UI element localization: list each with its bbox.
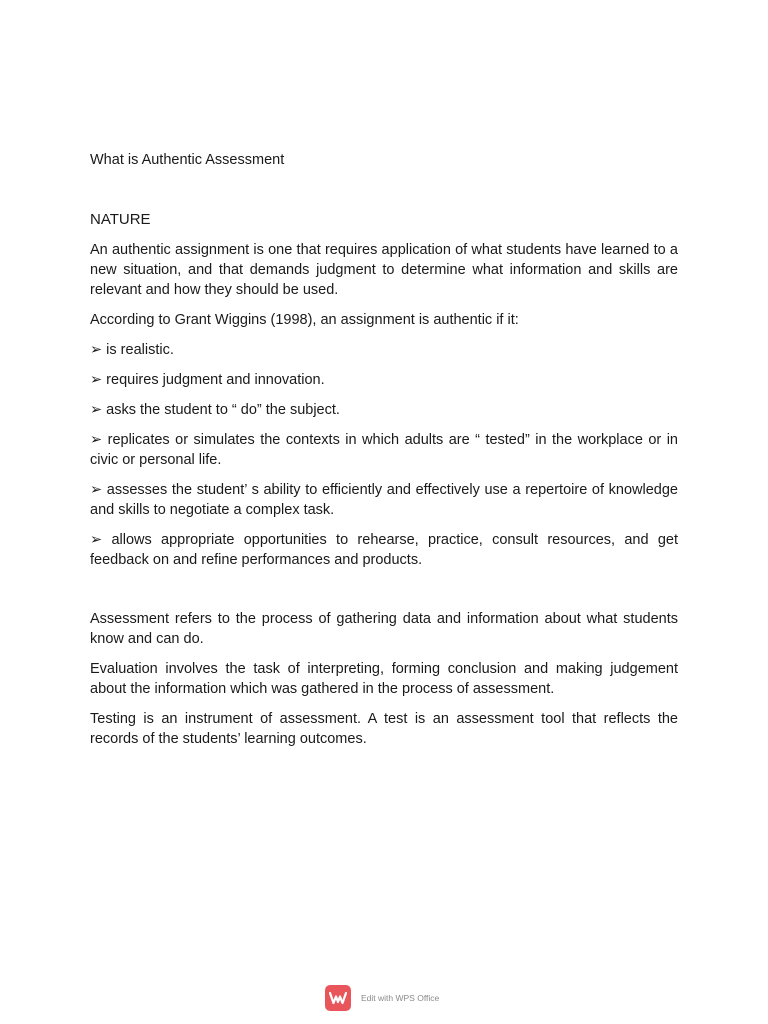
definition-text: is an instrument of assessment. A test is an assessment tool that reflects the records of the students’ learning outcomes. [90,711,678,747]
definition-assessment [90,609,678,649]
bullet-item: ➢ allows appropriate opportunities to rehearse, practice, consult resources, and get feedback on and refine performances and products. [90,532,678,568]
definition-term: Testing [90,711,136,727]
wps-office-logo-icon [325,985,351,1011]
bullet-item: ➢ is realistic. [90,342,174,358]
bullet-item: ➢ requires judgment and innovation. [90,372,325,388]
bullet-item: ➢ replicates or simulates the contexts in which adults are “ tested” in the workplace or in civic or personal life. [90,432,678,468]
definition-evaluation [90,659,678,699]
definition-testing [90,709,678,749]
intro-paragraph: An authentic assignment is one that requires application of what students have learned to a new situation, and that demands judgment to determine what information and skills are relevant and how they should be used. [90,242,678,298]
according-paragraph: According to Grant Wiggins (1998), an assignment is authentic if it: [90,312,519,328]
section-heading: NATURE [90,211,151,228]
document-title: What is Authentic Assessment [90,152,285,168]
definition-text: refers to the process of gathering data and information about what students know and can do. [90,611,678,647]
definition-text: involves the task of interpreting, forming conclusion and making judgement about the information which was gathered in the process of assessment. [90,661,678,697]
definition-term: Assessment [90,611,169,627]
definition-term: Evaluation [90,661,158,677]
document-body [90,240,678,759]
wps-footer[interactable] [325,985,439,1011]
bullet-item: ➢ assesses the student’ s ability to efficiently and effectively use a repertoire of knowledge and skills to negotiate a complex task. [90,482,678,518]
bullet-item: ➢ asks the student to “ do” the subject. [90,402,340,418]
edit-with-wps-link[interactable]: Edit with WPS Office [361,993,440,1003]
